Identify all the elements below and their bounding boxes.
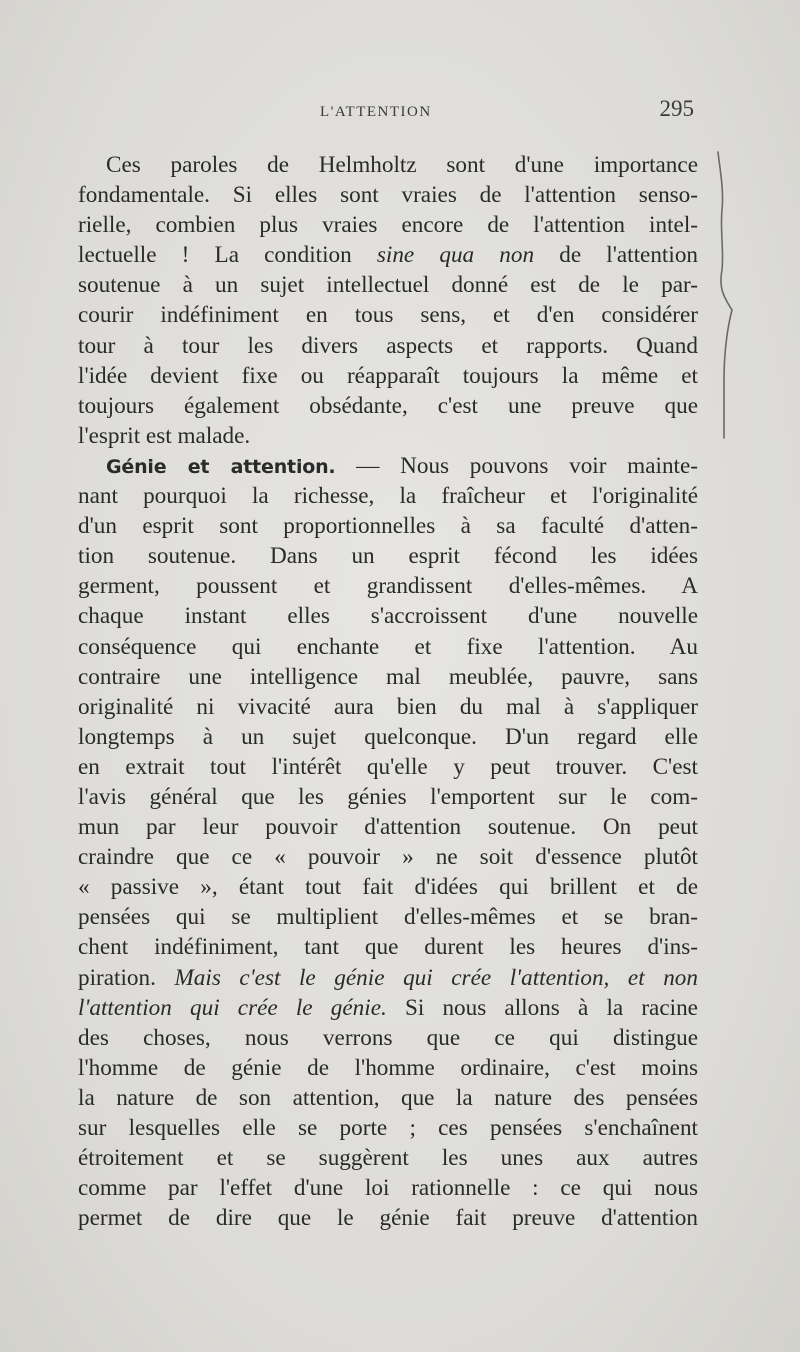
text-line: longtemps à un sujet quelconque. D'un regard elle xyxy=(78,723,698,750)
text-line: l'esprit est malade. xyxy=(78,422,251,449)
italic-phrase: l'attention qui crée le génie. xyxy=(78,994,387,1021)
text-line: contraire une intelligence mal meublée, pauvre, sans xyxy=(78,663,698,690)
text-line: l'homme de génie de l'homme ordinaire, c'est moins xyxy=(78,1054,698,1081)
text-run: — Nous pouvons voir mainte- xyxy=(335,452,698,479)
text-line: sur lesquelles elle se porte ; ces pensées s'enchaînent xyxy=(78,1115,698,1141)
text-line: l'avis général que les génies l'emportent sur le com- xyxy=(78,783,698,810)
text-line: nant pourquoi la richesse, la fraîcheur et l'originalité xyxy=(78,483,698,510)
text-line: courir indéfiniment en tous sens, et d'en considérer xyxy=(78,302,698,329)
text-line: étroitement et se suggèrent les unes aux autres xyxy=(78,1145,698,1172)
text-line: germent, poussent et grandissent d'elles-mêmes. A xyxy=(78,573,698,600)
italic-phrase: sine qua non xyxy=(376,242,535,269)
text-line: craindre que ce « pouvoir » ne soit d'essence plutôt xyxy=(78,844,698,871)
text-line: rielle, combien plus vraies encore de l'attention intel- xyxy=(78,212,698,239)
text-line: pensées qui se multiplient d'elles-mêmes et se bran- xyxy=(78,904,698,931)
text-line: chaque instant elles s'accroissent d'une nouvelle xyxy=(78,603,698,630)
text-line xyxy=(78,993,698,1023)
text-run: piration. xyxy=(78,964,175,991)
page-header xyxy=(80,96,694,128)
text-line: originalité ni vivacité aura bien du mal à s'appliquer xyxy=(78,693,698,720)
section-heading: Génie et attention. xyxy=(106,455,336,478)
text-line: d'un esprit sont proportionnelles à sa faculté d'atten- xyxy=(78,513,698,540)
text-line: Ces paroles de Helmholtz sont d'une importance xyxy=(106,152,698,178)
text-line: comme par l'effet d'une loi rationnelle : ce qui nous xyxy=(78,1175,698,1202)
text-line: la nature de son attention, que la nature des pensées xyxy=(78,1084,698,1111)
page-number: 295 xyxy=(659,96,694,121)
text-line: fondamentale. Si elles sont vraies de l'attention senso- xyxy=(78,182,698,209)
text-line: mun par leur pouvoir d'attention soutenue. On peut xyxy=(78,814,698,841)
text-line: soutenue à un sujet intellectuel donné est de le par- xyxy=(78,272,698,299)
text-line xyxy=(78,451,698,481)
text-line: des choses, nous verrons que ce qui distingue xyxy=(78,1024,698,1051)
running-title: L'ATTENTION xyxy=(320,104,432,120)
margin-pencil-mark xyxy=(712,150,742,440)
text-line: l'idée devient fixe ou réapparaît toujours la même et xyxy=(78,362,698,389)
text-line xyxy=(78,240,698,270)
body-text xyxy=(78,150,698,1233)
text-line xyxy=(78,963,698,993)
text-line: chent indéfiniment, tant que durent les heures d'ins- xyxy=(78,934,698,961)
text-line: toujours également obsédante, c'est une preuve que xyxy=(78,392,698,419)
text-line: en extrait tout l'intérêt qu'elle y peut trouver. C'est xyxy=(78,753,698,780)
text-line: conséquence qui enchante et fixe l'attention. Au xyxy=(78,633,698,660)
text-line: permet de dire que le génie fait preuve d'attention xyxy=(78,1205,698,1232)
text-line: tour à tour les divers aspects et rapports. Quand xyxy=(78,332,698,359)
text-run: lectuelle ! La condition xyxy=(78,242,377,269)
text-run: Si nous allons à la racine xyxy=(386,994,698,1021)
italic-phrase: Mais c'est le génie qui crée l'attention, et non xyxy=(174,964,698,991)
text-line: tion soutenue. Dans un esprit fécond les idées xyxy=(78,543,698,570)
text-run: de l'attention xyxy=(534,242,699,269)
text-line: « passive », étant tout fait d'idées qui brillent et de xyxy=(78,874,698,901)
